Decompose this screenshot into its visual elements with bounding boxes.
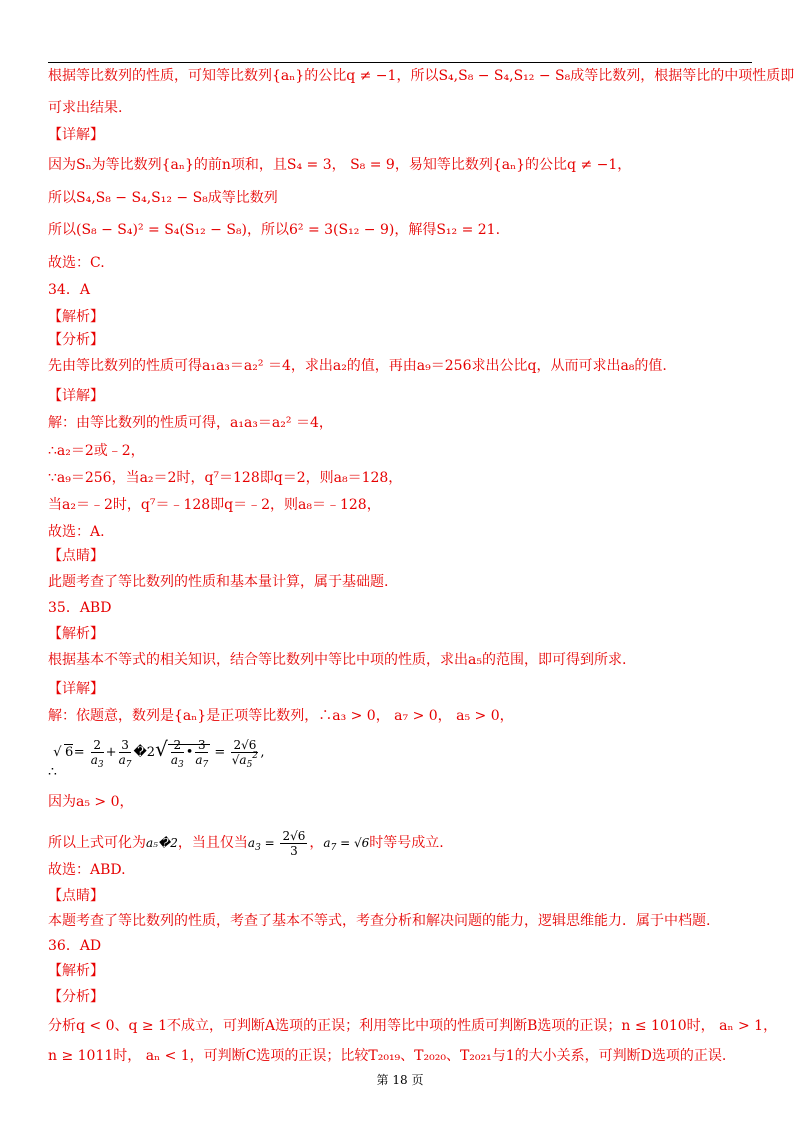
comment-text: 本题考查了等比数列的性质，考查了基本不等式，考查分析和解决问题的能力，逻辑思维能力．属于中档题. <box>48 913 711 929</box>
simplified-expression: a₅�2 <box>146 836 178 850</box>
answer-line: 故选：C. <box>48 255 105 271</box>
jiexi-heading: 【解析】 <box>48 626 104 642</box>
detail-line: 因为Sₙ为等比数列{aₙ}的前n项和，且S₄ = 3， S₈ = 9，易知等比数列{aₙ}的公比q ≠ −1， <box>48 157 632 173</box>
fenxi-heading: 【分析】 <box>48 332 104 348</box>
detail-line: 所以S₄,S₈ − S₄,S₁₂ − S₈成等比数列 <box>48 190 278 206</box>
jiexi-heading: 【解析】 <box>48 963 104 979</box>
detail-line: 所以(S₈ − S₄)² = S₄(S₁₂ − S₈)，所以6² = 3(S₁₂ − 9)，解得S₁₂ = 21. <box>48 222 501 238</box>
detail-line: ∵a₉＝256，当a₂＝2时，q⁷＝128即q＝2，则a₈＝128， <box>48 470 403 486</box>
analysis-text: 根据基本不等式的相关知识，结合等比数列中等比中项的性质，求出a₅的范围，即可得到所求. <box>48 652 627 668</box>
jiexi-heading: 【解析】 <box>48 309 104 325</box>
detail-line-equality: 所以上式可化为a₅�2，当且仅当$a_3$ = $\frac{2√6}{3}$ ，$a_7 = √6$时等号成立. <box>48 828 444 858</box>
detail-line: 解：由等比数列的性质可得，a₁a₃＝a₂² ＝4， <box>48 415 333 431</box>
page-number: 第 18 页 <box>376 1073 424 1087</box>
question-number: 35．ABD <box>48 600 112 616</box>
inequality-formula: 6√ = $\frac{2}{a_3}$ + $\frac{3}{a_7}$ �2√ $\frac{2}{a_3}$ • $\frac{3}{a_7}$ = $\frac{2√6}{√a_5^2}$ , <box>53 737 265 770</box>
detail-line: ∴a₂＝2或﹣2， <box>48 443 145 459</box>
answer-line: 故选：ABD. <box>48 862 126 878</box>
fenxi-heading: 【分析】 <box>48 989 104 1005</box>
detail-heading: 【详解】 <box>48 127 104 143</box>
question-number: 36．AD <box>48 938 102 954</box>
detail-line: 解：依题意，数列是{aₙ}是正项等比数列，∴a₃ > 0， a₇ > 0， a₅ > 0， <box>48 708 514 724</box>
detail-line: 因为a₅ > 0， <box>48 794 134 810</box>
equality-suffix: 时等号成立. <box>369 835 444 851</box>
equality-condition: ，当且仅当 <box>177 835 248 851</box>
detail-heading: 【详解】 <box>48 681 104 697</box>
dianjing-heading: 【点睛】 <box>48 888 104 904</box>
separator: ， <box>309 835 324 851</box>
detail-heading: 【详解】 <box>48 388 104 404</box>
dianjing-heading: 【点睛】 <box>48 548 104 564</box>
equality-prefix: 所以上式可化为 <box>48 835 146 851</box>
analysis-text-cont: 可求出结果. <box>48 100 123 116</box>
question-number: 34．A <box>48 282 90 298</box>
header-rule <box>48 62 752 63</box>
analysis-text: 根据等比数列的性质，可知等比数列{aₙ}的公比q ≠ −1，所以S₄,S₈ − S₄,S₁₂ − S₈成等比数列，根据等比的中项性质即 <box>48 68 795 84</box>
answer-line: 故选：A. <box>48 524 105 540</box>
analysis-text: 先由等比数列的性质可得a₁a₃＝a₂² ＝4，求出a₂的值，再由a₉＝256求出公比q，从而可求出a₈的值. <box>48 358 667 374</box>
analysis-text: 分析q < 0、q ≥ 1不成立，可判断A选项的正误；利用等比中项的性质可判断B选项的正误；n ≤ 1010时， aₙ > 1， <box>48 1018 778 1034</box>
comment-text: 此题考查了等比数列的性质和基本量计算，属于基础题. <box>48 574 389 590</box>
analysis-text: n ≥ 1011时， aₙ < 1，可判断C选项的正误；比较T₂₀₁₉、T₂₀₂₀、T₂₀₂₁与1的大小关系，可判断D选项的正误. <box>48 1048 727 1064</box>
detail-line: 当a₂＝﹣2时，q⁷＝﹣128即q＝﹣2，则a₈＝﹣128， <box>48 497 381 513</box>
therefore-symbol: ∴ <box>48 764 57 780</box>
